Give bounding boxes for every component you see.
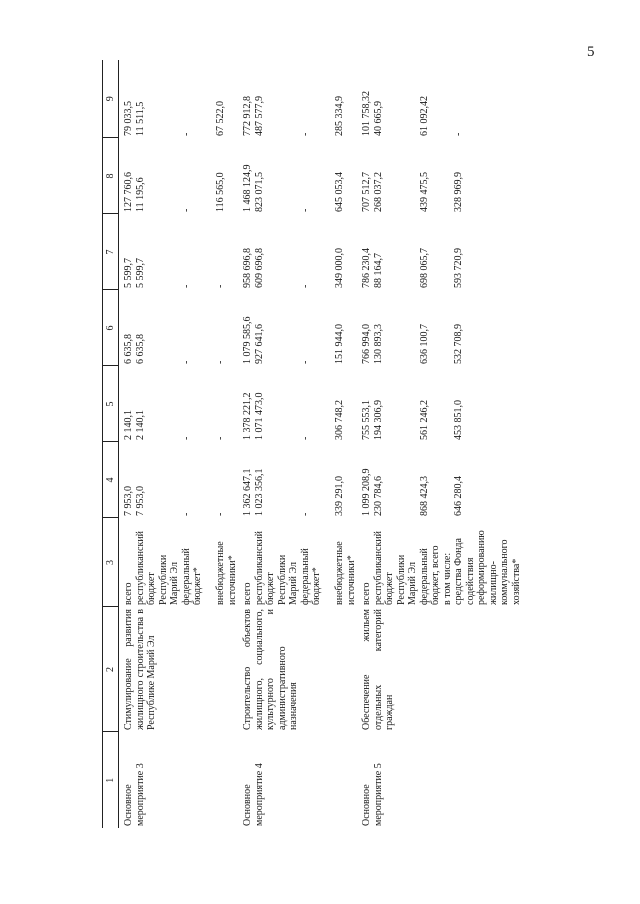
- funding-source-line: бюджет: [146, 572, 157, 605]
- value: 453 851,0: [453, 400, 464, 440]
- value: [311, 140, 323, 212]
- value: [227, 140, 239, 212]
- value-cell-c8: [357, 138, 522, 214]
- event-name-cell: Строительство объектов жилищного, социального, культурного и административного назначения: [242, 609, 299, 730]
- value: [265, 444, 277, 516]
- value: 11 511,5: [134, 101, 146, 136]
- value: [346, 292, 358, 364]
- value: 101 758,32: [361, 91, 372, 136]
- value-cell-c9: [238, 60, 357, 138]
- value: [192, 216, 204, 288]
- value: [488, 140, 500, 212]
- value: [384, 62, 396, 136]
- value: [192, 368, 204, 440]
- value: [430, 292, 442, 364]
- value: 194 306,9: [372, 400, 384, 440]
- funding-source-line: Марий Эл: [407, 562, 418, 605]
- value: [442, 140, 454, 212]
- funding-source-line: Республики: [276, 554, 288, 605]
- value: 646 280,4: [453, 476, 464, 516]
- value-cell-c4: [357, 442, 522, 518]
- value: 151 944,0: [334, 324, 345, 364]
- value: [396, 140, 408, 212]
- value: [396, 62, 408, 136]
- table-row: [357, 60, 522, 828]
- header-cell: 4: [103, 442, 119, 518]
- value: [407, 368, 419, 440]
- value: 339 291,0: [334, 476, 345, 516]
- header-cell: 9: [103, 60, 119, 138]
- value: [323, 368, 335, 440]
- rotated-table-container: [102, 60, 624, 828]
- value: [277, 140, 289, 212]
- value: [311, 292, 323, 364]
- value-cell-c7: [357, 214, 522, 290]
- page-number: 5: [587, 44, 595, 60]
- event-name-cell: Обеспечение жильем отдельных категорий граждан: [361, 609, 395, 730]
- value: 268 037,2: [372, 172, 384, 212]
- value: -: [299, 208, 311, 212]
- value: [476, 368, 488, 440]
- funding-source-line: бюджет: [265, 572, 276, 605]
- value: [277, 444, 289, 516]
- value: [396, 216, 408, 288]
- value: 958 696,8: [242, 248, 253, 288]
- value: [146, 62, 158, 136]
- value: 868 424,3: [418, 476, 430, 516]
- value: [346, 62, 358, 136]
- funding-source-cell: [119, 518, 239, 607]
- value: [465, 140, 477, 212]
- value: 2 140,1: [134, 410, 146, 440]
- funding-source-line: всего: [123, 582, 134, 605]
- value: [476, 292, 488, 364]
- value: [169, 216, 181, 288]
- value: [442, 368, 454, 440]
- value: [346, 368, 358, 440]
- value: [323, 216, 335, 288]
- value: [442, 216, 454, 288]
- value: 1 362 647,1: [242, 468, 253, 516]
- event-name-cell: Стимулирование развития жилищного строительства в Республике Марий Эл: [123, 609, 157, 730]
- value: [288, 62, 300, 136]
- value: -: [180, 512, 192, 516]
- value: [407, 444, 419, 516]
- value: [277, 216, 289, 288]
- funding-source-line: бюджет, всего: [430, 545, 441, 605]
- header-cell: 3: [103, 518, 119, 607]
- value: -: [180, 284, 192, 288]
- value: [384, 368, 396, 440]
- value: -: [180, 436, 192, 440]
- value: -: [299, 284, 311, 288]
- value: 127 760,6: [123, 172, 134, 212]
- header-row: [103, 60, 119, 828]
- value: [499, 216, 511, 288]
- value: -: [299, 436, 311, 440]
- value: 116 565,0: [215, 172, 226, 212]
- funding-source-line: внебюджетные: [215, 541, 226, 605]
- value: 593 720,9: [453, 248, 464, 288]
- value: [407, 216, 419, 288]
- value: [227, 216, 239, 288]
- value: [430, 368, 442, 440]
- value-cell-c9: [357, 60, 522, 138]
- value: [146, 368, 158, 440]
- value: [476, 216, 488, 288]
- value: [227, 62, 239, 136]
- value: [384, 292, 396, 364]
- event-cell: Основное мероприятие 4: [242, 763, 265, 826]
- header-cell: 5: [103, 366, 119, 442]
- value: 88 164,7: [372, 253, 384, 288]
- value: 772 912,8: [242, 96, 253, 136]
- funding-source-line: хозяйства*: [510, 558, 522, 605]
- value: [396, 368, 408, 440]
- funding-source-line: республиканский: [372, 530, 384, 605]
- value: [265, 368, 277, 440]
- funding-source-line: [204, 520, 216, 605]
- value: 532 708,9: [453, 324, 464, 364]
- value-cell-c4: [119, 442, 239, 518]
- value: [277, 62, 289, 136]
- value-cell-c4: [238, 442, 357, 518]
- funding-source-line: внебюджетные: [334, 541, 345, 605]
- value: [323, 62, 335, 136]
- value: [146, 292, 158, 364]
- value: [430, 216, 442, 288]
- header-cell: 1: [103, 732, 119, 828]
- value: 698 065,7: [418, 248, 430, 288]
- value: [169, 292, 181, 364]
- value-cell-c7: [238, 214, 357, 290]
- funding-source-line: всего: [242, 582, 253, 605]
- funding-source-line: реформированию: [476, 530, 487, 605]
- value: [158, 140, 170, 212]
- value: 6 635,8: [123, 334, 134, 364]
- value: [407, 292, 419, 364]
- funding-source-line: Республики: [395, 554, 407, 605]
- value: 79 033,5: [123, 101, 134, 136]
- value: [465, 444, 477, 516]
- value: [476, 444, 488, 516]
- value: -: [180, 132, 192, 136]
- value: [396, 444, 408, 516]
- value: [442, 292, 454, 364]
- value: 7 953,0: [134, 486, 146, 516]
- value-cell-c8: [238, 138, 357, 214]
- value: 1 079 585,6: [242, 316, 253, 364]
- value: [169, 444, 181, 516]
- value: [265, 216, 277, 288]
- value-cell-c5: [238, 366, 357, 442]
- value: [192, 62, 204, 136]
- value: 645 053,4: [334, 172, 345, 212]
- value: [277, 292, 289, 364]
- funding-source-line: бюджет: [384, 572, 395, 605]
- value: 67 522,0: [215, 101, 226, 136]
- funding-source-line: источники*: [226, 555, 238, 605]
- value: [465, 292, 477, 364]
- value: 927 641,6: [253, 324, 265, 364]
- value: 636 100,7: [418, 324, 430, 364]
- funding-source-line: Марий Эл: [288, 562, 299, 605]
- header-cell: 8: [103, 138, 119, 214]
- value: 561 246,2: [418, 400, 430, 440]
- value: [146, 216, 158, 288]
- value: [488, 216, 500, 288]
- funding-source-line: бюджет*: [192, 567, 203, 605]
- value: [169, 368, 181, 440]
- funding-source-line: коммунального: [499, 539, 510, 605]
- value: 1 023 356,1: [253, 468, 265, 516]
- value: -: [180, 360, 192, 364]
- value: 786 230,4: [361, 248, 372, 288]
- value: [384, 216, 396, 288]
- value: [384, 140, 396, 212]
- value: -: [215, 512, 226, 516]
- value: 11 195,6: [134, 177, 146, 212]
- value: 5 599,7: [134, 258, 146, 288]
- value: [192, 444, 204, 516]
- value: [204, 216, 216, 288]
- value: [442, 62, 454, 136]
- value: [430, 444, 442, 516]
- value: [323, 444, 335, 516]
- value: -: [215, 436, 226, 440]
- value: [430, 140, 442, 212]
- header-cell: 6: [103, 290, 119, 366]
- value: 7 953,0: [123, 486, 134, 516]
- value: [204, 368, 216, 440]
- value-cell-c6: [357, 290, 522, 366]
- value-cell-c7: [119, 214, 239, 290]
- value: [323, 292, 335, 364]
- value: -: [299, 360, 311, 364]
- value: [288, 368, 300, 440]
- value: [465, 62, 477, 136]
- funding-source-line: республиканский: [253, 530, 265, 605]
- value: [227, 368, 239, 440]
- value: 130 893,3: [372, 324, 384, 364]
- value-cell-c9: [119, 60, 239, 138]
- value-cell-c8: [119, 138, 239, 214]
- value: [488, 368, 500, 440]
- value: [158, 368, 170, 440]
- value: [192, 292, 204, 364]
- value: 5 599,7: [123, 258, 134, 288]
- value: 328 969,9: [453, 172, 464, 212]
- value: 766 994,0: [361, 324, 372, 364]
- budget-table: [102, 60, 522, 828]
- value: [476, 140, 488, 212]
- value: [499, 444, 511, 516]
- value: [511, 444, 523, 516]
- value: 230 784,6: [372, 476, 384, 516]
- value: [311, 62, 323, 136]
- value: [204, 444, 216, 516]
- value: [511, 62, 523, 136]
- value: [396, 292, 408, 364]
- value: [346, 140, 358, 212]
- value: [465, 216, 477, 288]
- value: [204, 292, 216, 364]
- value: [265, 292, 277, 364]
- value: [265, 140, 277, 212]
- value: [146, 140, 158, 212]
- value: [499, 140, 511, 212]
- value: [488, 292, 500, 364]
- value-cell-c5: [357, 366, 522, 442]
- value: -: [215, 360, 226, 364]
- header-cell: 7: [103, 214, 119, 290]
- value: [407, 140, 419, 212]
- value: [465, 368, 477, 440]
- value: [511, 292, 523, 364]
- value: [204, 62, 216, 136]
- value: [288, 292, 300, 364]
- value: 439 475,5: [418, 172, 430, 212]
- table-row: [119, 60, 239, 828]
- value: 487 577,9: [253, 96, 265, 136]
- value: [511, 368, 523, 440]
- funding-source-line: федеральный: [418, 548, 430, 605]
- value: [442, 444, 454, 516]
- value: [488, 62, 500, 136]
- value: 285 334,9: [334, 96, 345, 136]
- funding-source-line: источники*: [345, 555, 357, 605]
- funding-source-line: [323, 520, 335, 605]
- value: [227, 292, 239, 364]
- value: 1 099 208,9: [361, 468, 372, 516]
- funding-source-line: средства Фонда: [453, 538, 464, 605]
- value: [227, 444, 239, 516]
- value: [192, 140, 204, 212]
- value: 707 512,7: [361, 172, 372, 212]
- funding-source-line: содействия: [464, 557, 476, 605]
- funding-source-line: Республики: [157, 554, 169, 605]
- value: [311, 444, 323, 516]
- value: [499, 368, 511, 440]
- value: [499, 292, 511, 364]
- value: [265, 62, 277, 136]
- value: [311, 368, 323, 440]
- header-cell: 2: [103, 607, 119, 732]
- funding-source-line: в том числе:: [441, 552, 453, 605]
- value-cell-c6: [119, 290, 239, 366]
- funding-source-line: жилищно-: [487, 561, 499, 605]
- value-cell-c5: [119, 366, 239, 442]
- event-cell: Основное мероприятие 5: [361, 763, 384, 826]
- funding-source-line: Марий Эл: [169, 562, 180, 605]
- value: 2 140,1: [123, 410, 134, 440]
- value: -: [215, 284, 226, 288]
- value: [346, 216, 358, 288]
- value: -: [453, 132, 464, 136]
- value: [499, 62, 511, 136]
- value: 306 748,2: [334, 400, 345, 440]
- value: [476, 62, 488, 136]
- value: [323, 140, 335, 212]
- funding-source-cell: [357, 518, 522, 607]
- table-row: [238, 60, 357, 828]
- value: [204, 140, 216, 212]
- value: [158, 444, 170, 516]
- value: [158, 62, 170, 136]
- event-cell: Основное мероприятие 3: [123, 763, 146, 826]
- value: [158, 216, 170, 288]
- value: 6 635,8: [134, 334, 146, 364]
- table-body: [119, 60, 523, 828]
- value: -: [299, 512, 311, 516]
- value: 61 092,42: [418, 96, 430, 136]
- value: 609 696,8: [253, 248, 265, 288]
- value: [511, 216, 523, 288]
- value: 349 000,0: [334, 248, 345, 288]
- value: [511, 140, 523, 212]
- value: [430, 62, 442, 136]
- value: 823 071,5: [253, 172, 265, 212]
- value: [146, 444, 158, 516]
- value: [169, 140, 181, 212]
- value: 40 665,9: [372, 101, 384, 136]
- value: [277, 368, 289, 440]
- value: [384, 444, 396, 516]
- value: -: [299, 132, 311, 136]
- funding-source-cell: [238, 518, 357, 607]
- funding-source-line: федеральный: [299, 548, 311, 605]
- funding-source-line: бюджет*: [311, 567, 322, 605]
- value: 755 553,1: [361, 400, 372, 440]
- value: [288, 444, 300, 516]
- value: [311, 216, 323, 288]
- funding-source-line: республиканский: [134, 530, 146, 605]
- value: [288, 140, 300, 212]
- funding-source-line: федеральный: [180, 548, 192, 605]
- value: [169, 62, 181, 136]
- value: [346, 444, 358, 516]
- value-cell-c6: [238, 290, 357, 366]
- value: -: [180, 208, 192, 212]
- value: 1 468 124,9: [242, 164, 253, 212]
- value: [488, 444, 500, 516]
- value: [158, 292, 170, 364]
- value: [407, 62, 419, 136]
- value: [288, 216, 300, 288]
- funding-source-line: всего: [361, 582, 372, 605]
- value: 1 071 473,0: [253, 392, 265, 440]
- value: 1 378 221,2: [242, 392, 253, 440]
